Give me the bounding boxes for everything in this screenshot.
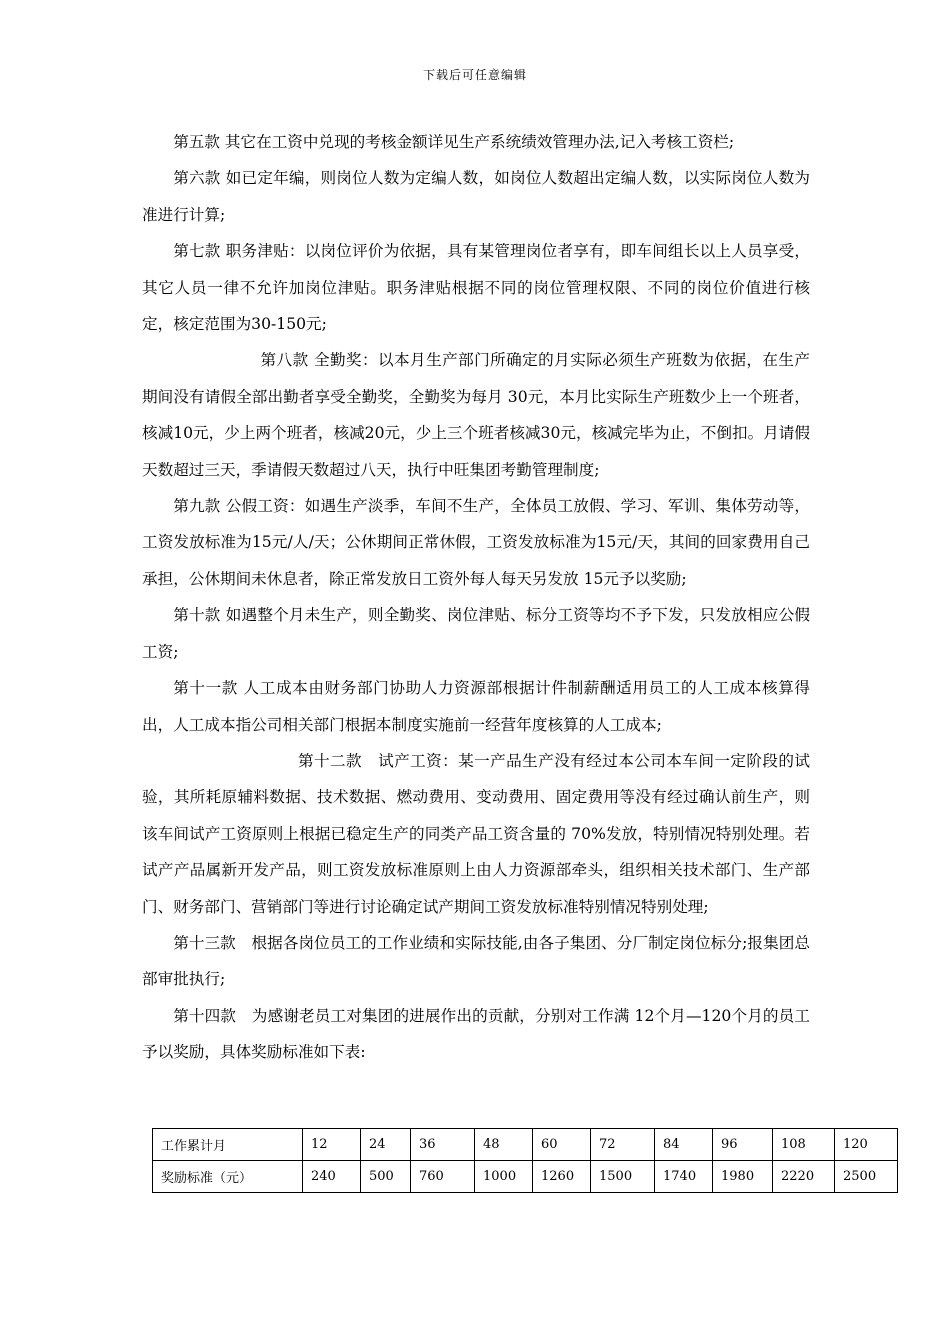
reward-table	[152, 1128, 898, 1193]
page-header: 下载后可任意编辑	[422, 68, 527, 82]
month-cell: 60	[533, 1129, 591, 1161]
month-cell: 36	[411, 1129, 475, 1161]
clause-6: 第六款 如已定年编，则岗位人数为定编人数，如岗位人数超出定编人数，以实际岗位人数为准进行计算;	[142, 169, 810, 224]
row-label-rewards: 奖励标准（元）	[153, 1161, 303, 1193]
document-body	[142, 124, 810, 1071]
clause-5: 第五款 其它在工资中兑现的考核金额详见生产系统绩效管理办法,记入考核工资栏;	[173, 133, 735, 151]
month-cell: 84	[655, 1129, 713, 1161]
month-cell: 108	[773, 1129, 835, 1161]
clause-11: 第十一款 人工成本由财务部门协助人力资源部根据计件制薪酬适用员工的人工成本核算得出，人工成本指公司相关部门根据本制度实施前一经营年度核算的人工成本;	[142, 679, 810, 734]
reward-table-container	[152, 1128, 898, 1193]
month-cell: 72	[591, 1129, 655, 1161]
clause-12: 第十二款 试产工资：某一产品生产没有经过本公司本车间一定阶段的试验，其所耗原辅料数据、技术数据、燃动费用、变动费用、固定费用等没有经过确认前生产，则该车间试产工资原则上根据已稳定生产的同类产品工资含量的 70%发放，特别情况特别处理。若试产产品属新开发产品，则工资发放标准原则上由人力资源部牵头，组织相关技术部门、生产部门、财务部门、营销部门等进行讨论确定试产期间工资发放标准特别情况特别处理;	[142, 751, 810, 916]
month-cell: 120	[835, 1129, 898, 1161]
reward-cell: 500	[361, 1161, 411, 1193]
clause-8: 第八款 全勤奖：以本月生产部门所确定的月实际必须生产班数为依据，在生产期间没有请假全部出勤者享受全勤奖，全勤奖为每月 30元，本月比实际生产班数少上一个班者，核减10元，少上两个班者，核减20元，少上三个班者核减30元，核减完毕为止，不倒扣。月请假天数超过三天，季请假天数超过八天，执行中旺集团考勤管理制度;	[142, 351, 810, 479]
table-row-months	[153, 1129, 898, 1161]
reward-cell: 760	[411, 1161, 475, 1193]
reward-cell: 1980	[713, 1161, 773, 1193]
reward-cell: 1000	[475, 1161, 533, 1193]
month-cell: 24	[361, 1129, 411, 1161]
clause-9: 第九款 公假工资：如遇生产淡季，车间不生产，全体员工放假、学习、军训、集体劳动等，工资发放标准为15元/人/天；公休期间正常休假，工资发放标准为15元/天，其间的回家费用自己承担，公休期间未休息者，除正常发放日工资外每人每天另发放 15元予以奖励;	[142, 497, 810, 588]
clause-7: 第七款 职务津贴：以岗位评价为依据，具有某管理岗位者享有，即车间组长以上人员享受，其它人员一律不允许加岗位津贴。职务津贴根据不同的岗位管理权限、不同的岗位价值进行核定，核定范围为30-150元;	[142, 242, 810, 334]
clause-14: 第十四款 为感谢老员工对集团的进展作出的贡献，分别对工作满 12个月—120个月的员工予以奖励，具体奖励标准如下表:	[142, 1006, 810, 1062]
reward-cell: 1260	[533, 1161, 591, 1193]
reward-cell: 1740	[655, 1161, 713, 1193]
reward-cell: 1500	[591, 1161, 655, 1193]
month-cell: 48	[475, 1129, 533, 1161]
clause-10: 第十款 如遇整个月未生产，则全勤奖、岗位津贴、标分工资等均不予下发，只发放相应公假工资;	[142, 606, 810, 661]
reward-cell: 240	[303, 1161, 361, 1193]
reward-cell: 2500	[835, 1161, 898, 1193]
row-label-months: 工作累计月	[153, 1129, 303, 1161]
reward-cell: 2220	[773, 1161, 835, 1193]
clause-13: 第十三款 根据各岗位员工的工作业绩和实际技能,由各子集团、分厂制定岗位标分;报集团总部审批执行;	[142, 933, 810, 989]
month-cell: 12	[303, 1129, 361, 1161]
month-cell: 96	[713, 1129, 773, 1161]
table-row-rewards	[153, 1161, 898, 1193]
